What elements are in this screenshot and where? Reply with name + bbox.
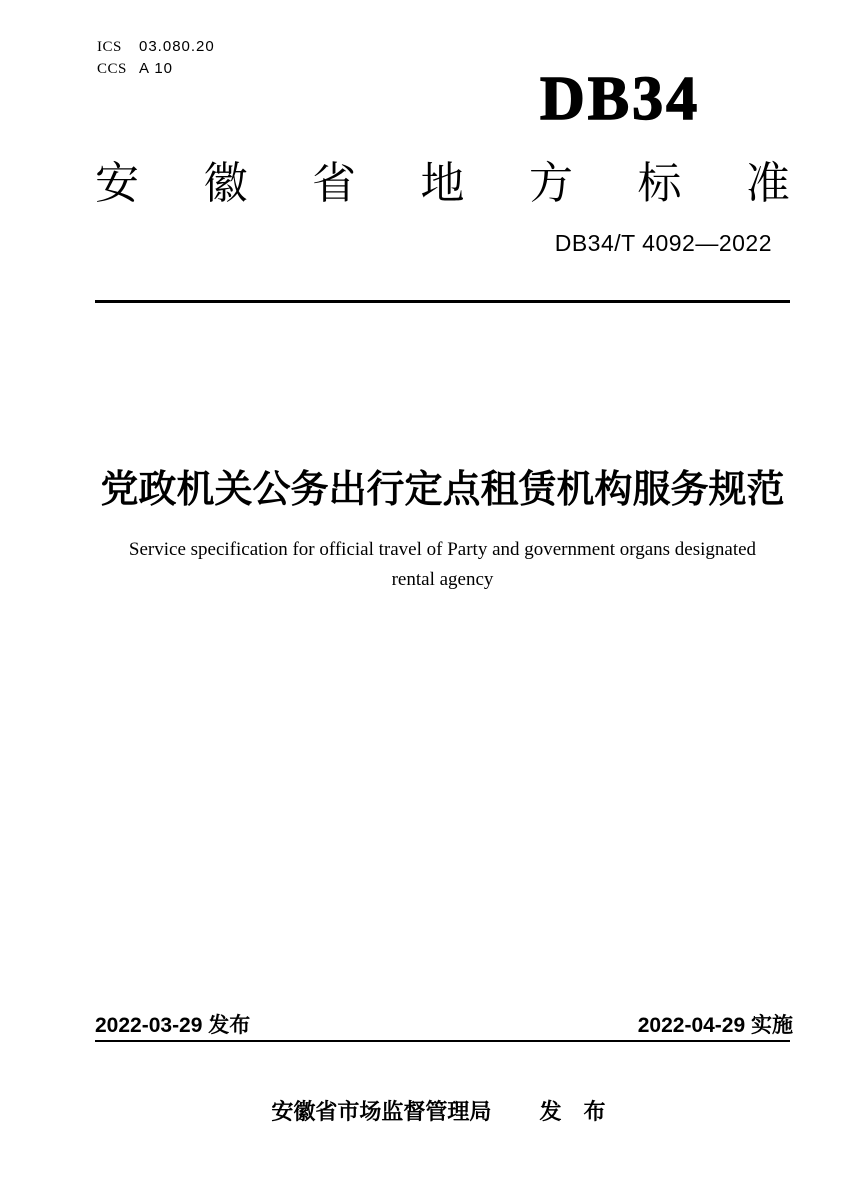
db34-logo: DB34 bbox=[540, 65, 701, 133]
publisher-name: 安徽省市场监督管理局 bbox=[271, 1099, 492, 1124]
document-title-zh: 党政机关公务出行定点租赁机构服务规范 bbox=[100, 469, 785, 511]
ccs-code-line bbox=[97, 58, 215, 80]
standard-number: DB34/T 4092—2022 bbox=[554, 230, 772, 256]
ccs-value: A 10 bbox=[139, 60, 174, 77]
publish-label: 发 布 bbox=[539, 1099, 614, 1124]
document-title-en-line2: rental agency bbox=[391, 569, 494, 590]
document-title-en bbox=[75, 535, 810, 595]
header-rule bbox=[95, 300, 790, 303]
classification-codes bbox=[97, 36, 215, 80]
standard-type-heading: 安 徽 省 地 方 标 准 bbox=[95, 159, 790, 208]
dates-row bbox=[95, 1009, 793, 1039]
issue-date: 2022-03-29 发布 bbox=[95, 1014, 251, 1037]
ics-value: 03.080.20 bbox=[139, 38, 215, 55]
document-title-en-line1: Service specification for official travel of Party and government organs designated bbox=[128, 539, 757, 560]
ics-code-line bbox=[97, 36, 215, 58]
ccs-label: CCS bbox=[97, 61, 127, 77]
ics-label: ICS bbox=[97, 39, 122, 55]
implementation-date: 2022-04-29 实施 bbox=[637, 1014, 793, 1037]
publisher-row bbox=[95, 1095, 790, 1126]
footer-rule bbox=[95, 1040, 790, 1042]
